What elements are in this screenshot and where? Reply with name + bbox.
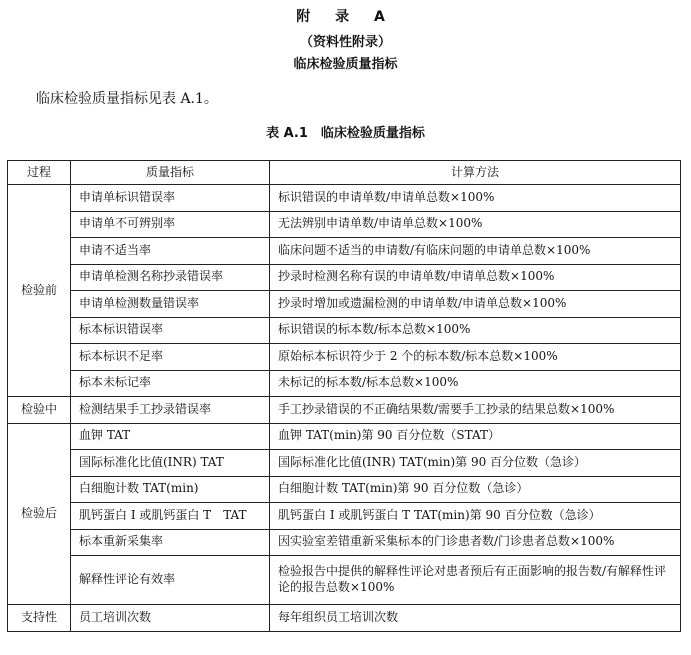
method-cell: 肌钙蛋白 I 或肌钙蛋白 T TAT(min)第 90 百分位数（急诊）: [270, 503, 681, 530]
quality-indicator-table: [7, 160, 681, 632]
method-cell: 标识错误的标本数/标本总数×100%: [270, 317, 681, 344]
indicator-cell: 标本标识错误率: [71, 317, 270, 344]
table-row: [8, 370, 681, 397]
indicator-cell: 申请单检测数量错误率: [71, 291, 270, 318]
table-row: [8, 397, 681, 424]
table-row: [8, 605, 681, 632]
table-row: [8, 476, 681, 503]
indicator-cell: 申请不适当率: [71, 238, 270, 265]
header-process: 过程: [8, 161, 71, 185]
table-row: [8, 556, 681, 605]
indicator-cell: 解释性评论有效率: [71, 556, 270, 605]
table-row: [8, 503, 681, 530]
stage-cell: 检验前: [8, 185, 71, 397]
method-cell: 每年组织员工培训次数: [270, 605, 681, 632]
table-row: [8, 423, 681, 450]
appendix-title: 临床检验质量指标: [293, 57, 398, 72]
method-cell: 抄录时检测名称有误的申请单数/申请单总数×100%: [270, 264, 681, 291]
indicator-cell: 检测结果手工抄录错误率: [71, 397, 270, 424]
indicator-cell: 申请单检测名称抄录错误率: [71, 264, 270, 291]
header-method: 计算方法: [270, 161, 681, 185]
indicator-cell: 申请单不可辨别率: [71, 211, 270, 238]
table-row: [8, 211, 681, 238]
appendix-nature: （资料性附录）: [299, 35, 391, 50]
method-cell: 白细胞计数 TAT(min)第 90 百分位数（急诊）: [270, 476, 681, 503]
stage-cell: 支持性: [8, 605, 71, 632]
appendix-heading: 附 录 A: [296, 9, 395, 25]
method-cell: 未标记的标本数/标本总数×100%: [270, 370, 681, 397]
header-indicator: 质量指标: [71, 161, 270, 185]
method-cell: 无法辨别申请单数/申请单总数×100%: [270, 211, 681, 238]
table-row: [8, 529, 681, 556]
table-row: [8, 264, 681, 291]
indicator-cell: 白细胞计数 TAT(min): [71, 476, 270, 503]
method-cell: 原始标本标识符少于 2 个的标本数/标本总数×100%: [270, 344, 681, 371]
table-row: [8, 344, 681, 371]
method-cell: 标识错误的申请单数/申请单总数×100%: [270, 185, 681, 212]
stage-cell: 检验中: [8, 397, 71, 424]
method-cell: 因实验室差错重新采集标本的门诊患者数/门诊患者总数×100%: [270, 529, 681, 556]
indicator-cell: 员工培训次数: [71, 605, 270, 632]
method-cell: 血钾 TAT(min)第 90 百分位数（STAT）: [270, 423, 681, 450]
intro-paragraph: 临床检验质量指标见表 A.1。: [36, 91, 218, 107]
method-cell: 检验报告中提供的解释性评论对患者预后有正面影响的报告数/有解释性评论的报告总数×100%: [270, 556, 681, 605]
indicator-cell: 标本标识不足率: [71, 344, 270, 371]
indicator-cell: 肌钙蛋白 I 或肌钙蛋白 T TAT: [71, 503, 270, 530]
method-cell: 国际标准化比值(INR) TAT(min)第 90 百分位数（急诊）: [270, 450, 681, 477]
table-row: [8, 238, 681, 265]
table-row: [8, 317, 681, 344]
indicator-cell: 血钾 TAT: [71, 423, 270, 450]
indicator-cell: 标本重新采集率: [71, 529, 270, 556]
indicator-cell: 标本未标记率: [71, 370, 270, 397]
method-cell: 手工抄录错误的不正确结果数/需要手工抄录的结果总数×100%: [270, 397, 681, 424]
table-caption: 表 A.1 临床检验质量指标: [266, 126, 425, 141]
table-row: [8, 450, 681, 477]
stage-cell: 检验后: [8, 423, 71, 605]
indicator-cell: 国际标准化比值(INR) TAT: [71, 450, 270, 477]
table-row: [8, 291, 681, 318]
method-cell: 抄录时增加或遗漏检测的申请单数/申请单总数×100%: [270, 291, 681, 318]
table-row: [8, 185, 681, 212]
indicator-cell: 申请单标识错误率: [71, 185, 270, 212]
table-header-row: [8, 161, 681, 185]
method-cell: 临床问题不适当的申请数/有临床问题的申请单总数×100%: [270, 238, 681, 265]
